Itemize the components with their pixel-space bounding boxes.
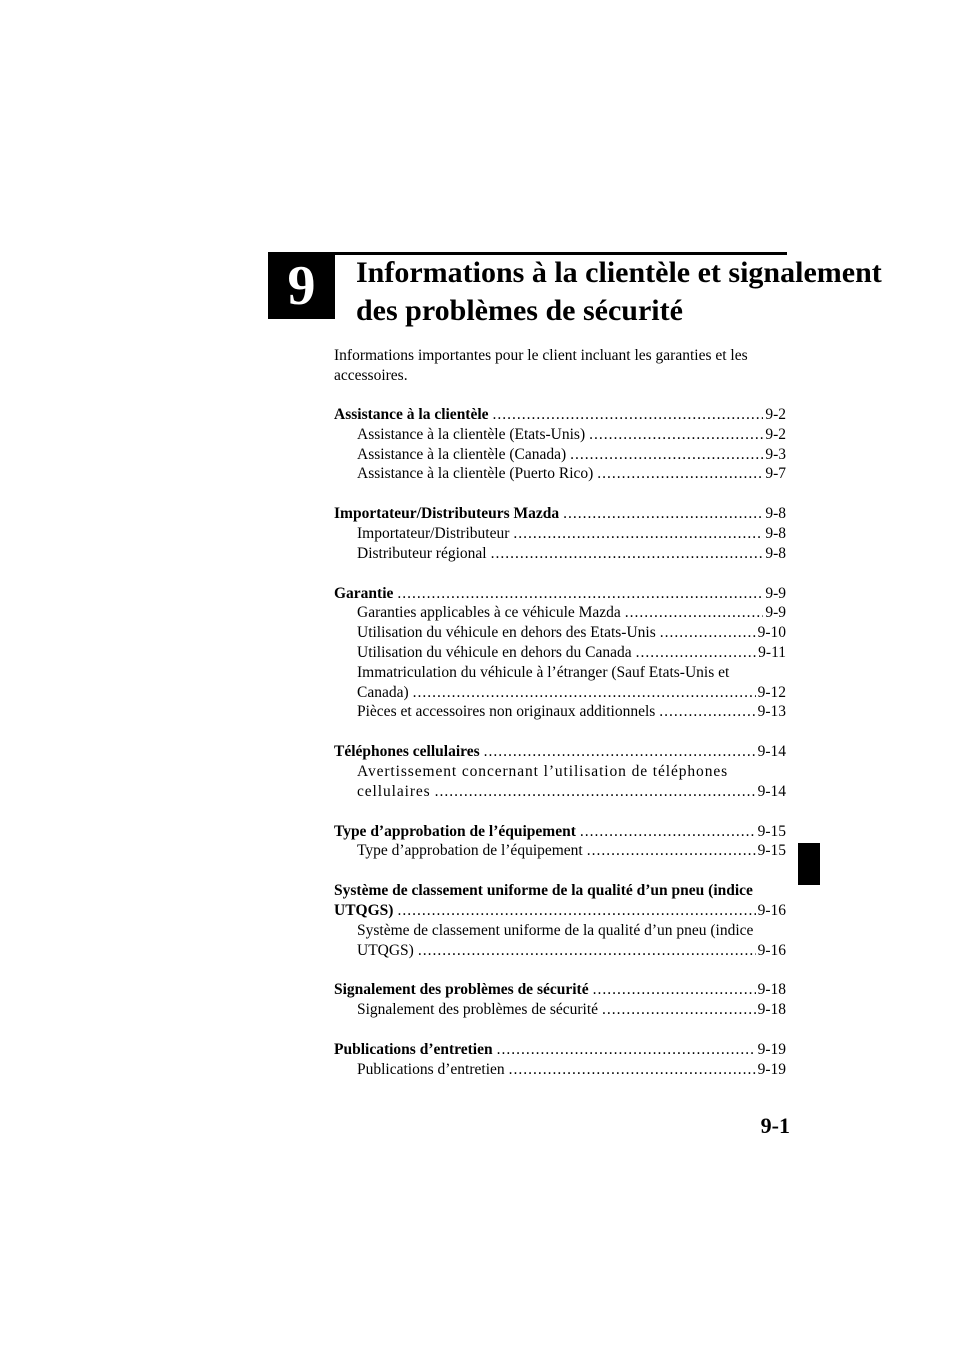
dot-leader <box>413 683 756 703</box>
toc-item-label: Importateur/Distributeur <box>357 524 510 542</box>
toc-item[interactable] <box>334 941 786 961</box>
toc-section-assistance <box>334 405 786 484</box>
dot-leader <box>589 425 763 445</box>
toc-item[interactable] <box>334 841 786 861</box>
dot-leader <box>491 544 764 564</box>
dot-leader <box>660 623 756 643</box>
toc-page-ref: 9-9 <box>765 584 786 602</box>
toc-section-telephones <box>334 742 786 801</box>
toc-heading-signalement[interactable] <box>334 980 786 1000</box>
toc-page-ref: 9-12 <box>757 683 786 701</box>
toc-item-first-line[interactable]: Avertissement concernant l’utilisation de téléphones <box>357 762 729 780</box>
toc-item[interactable] <box>334 603 786 623</box>
toc-item-label: Pièces et accessoires non originaux additionnels <box>357 703 656 721</box>
toc-page-ref: 9-14 <box>757 743 786 761</box>
toc-section-utqgs <box>334 881 786 960</box>
toc-item-label: Utilisation du véhicule en dehors du Canada <box>357 643 632 661</box>
toc-page-ref: 9-2 <box>765 425 786 443</box>
toc-item-label: cellulaires <box>357 782 431 800</box>
toc-item[interactable] <box>334 445 786 465</box>
toc-heading-importateur[interactable] <box>334 504 786 524</box>
toc-section-approbation <box>334 822 786 862</box>
toc-page-ref: 9-19 <box>757 1060 786 1078</box>
intro-line-1: Informations importantes pour le client incluant les garanties et les <box>334 347 748 364</box>
toc-item[interactable] <box>334 623 786 643</box>
dot-leader <box>397 901 755 921</box>
toc-heading-label: Garantie <box>334 584 394 602</box>
chapter-title-line-2: des problèmes de sécurité <box>356 294 683 327</box>
toc-heading-assistance[interactable] <box>334 405 786 425</box>
toc-page-ref: 9-8 <box>765 505 786 523</box>
chapter-edge-tab <box>798 843 820 885</box>
intro-line-2: accessoires. <box>334 367 408 384</box>
toc-item[interactable] <box>334 425 786 445</box>
dot-leader <box>625 603 764 623</box>
dot-leader <box>597 464 763 484</box>
toc-heading-approbation[interactable] <box>334 822 786 842</box>
toc-heading-label: Publications d’entretien <box>334 1040 493 1058</box>
toc-page-ref: 9-8 <box>765 524 786 542</box>
toc-item-label: Signalement des problèmes de sécurité <box>357 1001 599 1019</box>
dot-leader <box>587 841 756 861</box>
toc-item[interactable] <box>334 464 786 484</box>
toc-page-ref: 9-3 <box>765 445 786 463</box>
toc-page-ref: 9-18 <box>757 981 786 999</box>
toc-page-ref: 9-11 <box>758 643 786 661</box>
toc-heading-first-line[interactable]: Système de classement uniforme de la qualité d’un pneu (indice <box>334 882 753 900</box>
toc-page-ref: 9-16 <box>757 941 786 959</box>
toc-item[interactable] <box>334 1000 786 1020</box>
dot-leader <box>563 504 763 524</box>
chapter-title <box>356 254 882 330</box>
toc-item-label: Assistance à la clientèle (Etats-Unis) <box>357 425 586 443</box>
toc-item[interactable] <box>334 524 786 544</box>
dot-leader <box>593 980 756 1000</box>
toc-page-ref: 9-15 <box>757 822 786 840</box>
toc-section-signalement <box>334 980 786 1020</box>
dot-leader <box>570 445 763 465</box>
toc-item[interactable] <box>334 544 786 564</box>
toc-page-ref: 9-2 <box>765 406 786 423</box>
toc-heading-telephones[interactable] <box>334 742 786 762</box>
chapter-number-box <box>268 252 335 319</box>
dot-leader <box>513 524 763 544</box>
dot-leader <box>580 822 756 842</box>
toc-item-label: Publications d’entretien <box>357 1060 505 1078</box>
chapter-title-line-1: Informations à la clientèle et signalement <box>356 256 882 289</box>
toc-page-ref: 9-15 <box>757 842 786 860</box>
toc-heading-label: Téléphones cellulaires <box>334 743 480 761</box>
toc-page-ref: 9-9 <box>765 604 786 622</box>
toc-heading-label: Signalement des problèmes de sécurité <box>334 981 589 999</box>
toc-page-ref: 9-10 <box>757 624 786 642</box>
toc-heading-label: UTQGS) <box>334 901 394 919</box>
toc-page-ref: 9-7 <box>765 465 786 483</box>
toc-item-first-line[interactable]: Système de classement uniforme de la qualité d’un pneu (indice <box>357 921 754 939</box>
toc-item-label: Assistance à la clientèle (Canada) <box>357 445 567 463</box>
dot-leader <box>418 941 756 961</box>
chapter-intro <box>334 346 786 386</box>
dot-leader <box>509 1060 756 1080</box>
dot-leader <box>435 782 756 802</box>
toc-page-ref: 9-14 <box>757 782 786 800</box>
toc-page-ref: 9-16 <box>757 901 786 919</box>
toc-section-importateur <box>334 504 786 563</box>
toc-item-label: Utilisation du véhicule en dehors des Etats-Unis <box>357 624 656 642</box>
dot-leader <box>484 742 756 762</box>
dot-leader <box>636 643 757 663</box>
toc-item-label: UTQGS) <box>357 941 414 959</box>
toc-heading-label: Type d’approbation de l’équipement <box>334 822 576 840</box>
toc-heading-label: Assistance à la clientèle <box>334 406 489 423</box>
dot-leader <box>602 1000 756 1020</box>
table-of-contents <box>334 405 786 1100</box>
toc-item-label: Assistance à la clientèle (Puerto Rico) <box>357 465 594 483</box>
toc-item[interactable] <box>334 702 786 722</box>
toc-item[interactable] <box>334 683 786 703</box>
toc-page-ref: 9-13 <box>757 703 786 721</box>
toc-item-label: Garanties applicables à ce véhicule Mazda <box>357 604 621 622</box>
toc-heading-garantie[interactable] <box>334 584 786 604</box>
dot-leader <box>493 405 764 425</box>
toc-page-ref: 9-8 <box>765 544 786 562</box>
toc-page-ref: 9-19 <box>757 1040 786 1058</box>
toc-item-label: Canada) <box>357 683 409 701</box>
chapter-number: 9 <box>287 254 316 317</box>
dot-leader <box>497 1040 756 1060</box>
toc-heading-label: Importateur/Distributeurs Mazda <box>334 505 560 523</box>
toc-section-publications <box>334 1040 786 1080</box>
toc-item[interactable] <box>334 643 786 663</box>
toc-item-label: Distributeur régional <box>357 544 487 562</box>
toc-heading-utqgs[interactable] <box>334 901 786 921</box>
dot-leader <box>659 702 755 722</box>
page-number: 9-1 <box>760 1113 790 1138</box>
toc-heading-publications[interactable] <box>334 1040 786 1060</box>
toc-item[interactable] <box>334 782 786 802</box>
toc-page-ref: 9-18 <box>757 1001 786 1019</box>
toc-item-first-line[interactable]: Immatriculation du véhicule à l’étranger (Sauf Etats-Unis et <box>357 663 730 681</box>
toc-section-garantie <box>334 584 786 723</box>
toc-item[interactable] <box>334 1060 786 1080</box>
toc-item-label: Type d’approbation de l’équipement <box>357 842 583 860</box>
dot-leader <box>397 584 763 604</box>
